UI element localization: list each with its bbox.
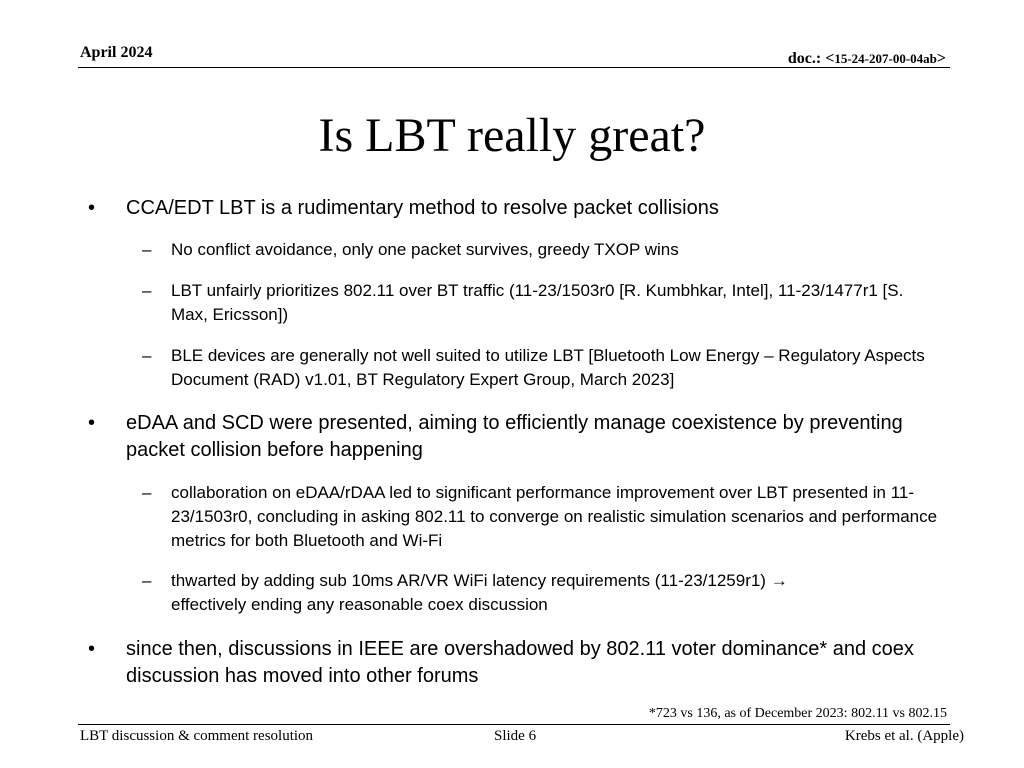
bullet-1-sub-1 (142, 238, 941, 262)
header-divider (78, 67, 950, 68)
slide-title: Is LBT really great? (318, 109, 706, 162)
doc-label: doc.: < (787, 50, 835, 67)
header-date: April 2024 (80, 44, 153, 61)
footer-authors: Krebs et al. (Apple) (844, 728, 964, 744)
bullet-2-sub-2-text: thwarted by adding sub 10ms AR/VR WiFi latency requirements (11-23/1259r1) (171, 571, 766, 590)
sub-dash: – (142, 483, 152, 502)
doc-number: 15-24-207-00-04ab (834, 51, 937, 66)
bullet-2-sub-2 (142, 569, 941, 617)
slide-number: Slide 6 (494, 728, 537, 744)
bullet-1-sub-2 (142, 279, 941, 327)
footer-divider (78, 724, 950, 725)
bullet-dot: • (88, 412, 96, 434)
bullet-2-text: eDAA and SCD were presented, aiming to efficiently manage coexistence by preventing packet collision before happening (126, 412, 903, 461)
bullet-2 (88, 410, 936, 464)
footnote: *723 vs 136, as of December 2023: 802.11 vs 802.15 (648, 706, 947, 721)
bullet-2-sub-1 (142, 481, 941, 553)
bullet-3-text: since then, discussions in IEEE are overshadowed by 802.11 voter dominance* and coex discussion has moved into other forums (126, 638, 914, 687)
bullet-1 (88, 195, 936, 222)
right-arrow-icon: → (770, 571, 788, 590)
bullet-1-sub-3 (142, 344, 941, 392)
bullet-1-sub-1-text: No conflict avoidance, only one packet survives, greedy TXOP wins (171, 240, 679, 259)
bullet-dot: • (88, 197, 96, 219)
doc-close: > (936, 50, 946, 67)
header-doc-id (788, 50, 946, 68)
bullet-1-text: CCA/EDT LBT is a rudimentary method to resolve packet collisions (126, 197, 719, 219)
bullet-dot: • (88, 638, 96, 660)
footer-left: LBT discussion & comment resolution (80, 728, 314, 744)
sub-dash: – (142, 571, 152, 590)
bullet-1-sub-2-text: LBT unfairly prioritizes 802.11 over BT traffic (11-23/1503r0 [R. Kumbhkar, Intel], 11-23/1477r1 [S. Max, Ericsson]) (171, 281, 904, 324)
bullet-2-sub-2-cont: effectively ending any reasonable coex discussion (171, 595, 548, 614)
bullet-3 (88, 636, 936, 690)
sub-dash: – (142, 346, 152, 365)
sub-dash: – (142, 281, 152, 300)
bullet-2-sub-1-text: collaboration on eDAA/rDAA led to significant performance improvement over LBT presented in 11-23/1503r0, concluding in asking 802.11 to converge on realistic simulation scenarios and performance metrics for both Bluetooth and Wi-Fi (171, 483, 938, 550)
bullet-1-sub-3-text: BLE devices are generally not well suited to utilize LBT [Bluetooth Low Energy – Regulatory Aspects Document (RAD) v1.01, BT Regulatory Expert Group, March 2023] (171, 346, 925, 389)
sub-dash: – (142, 240, 152, 259)
